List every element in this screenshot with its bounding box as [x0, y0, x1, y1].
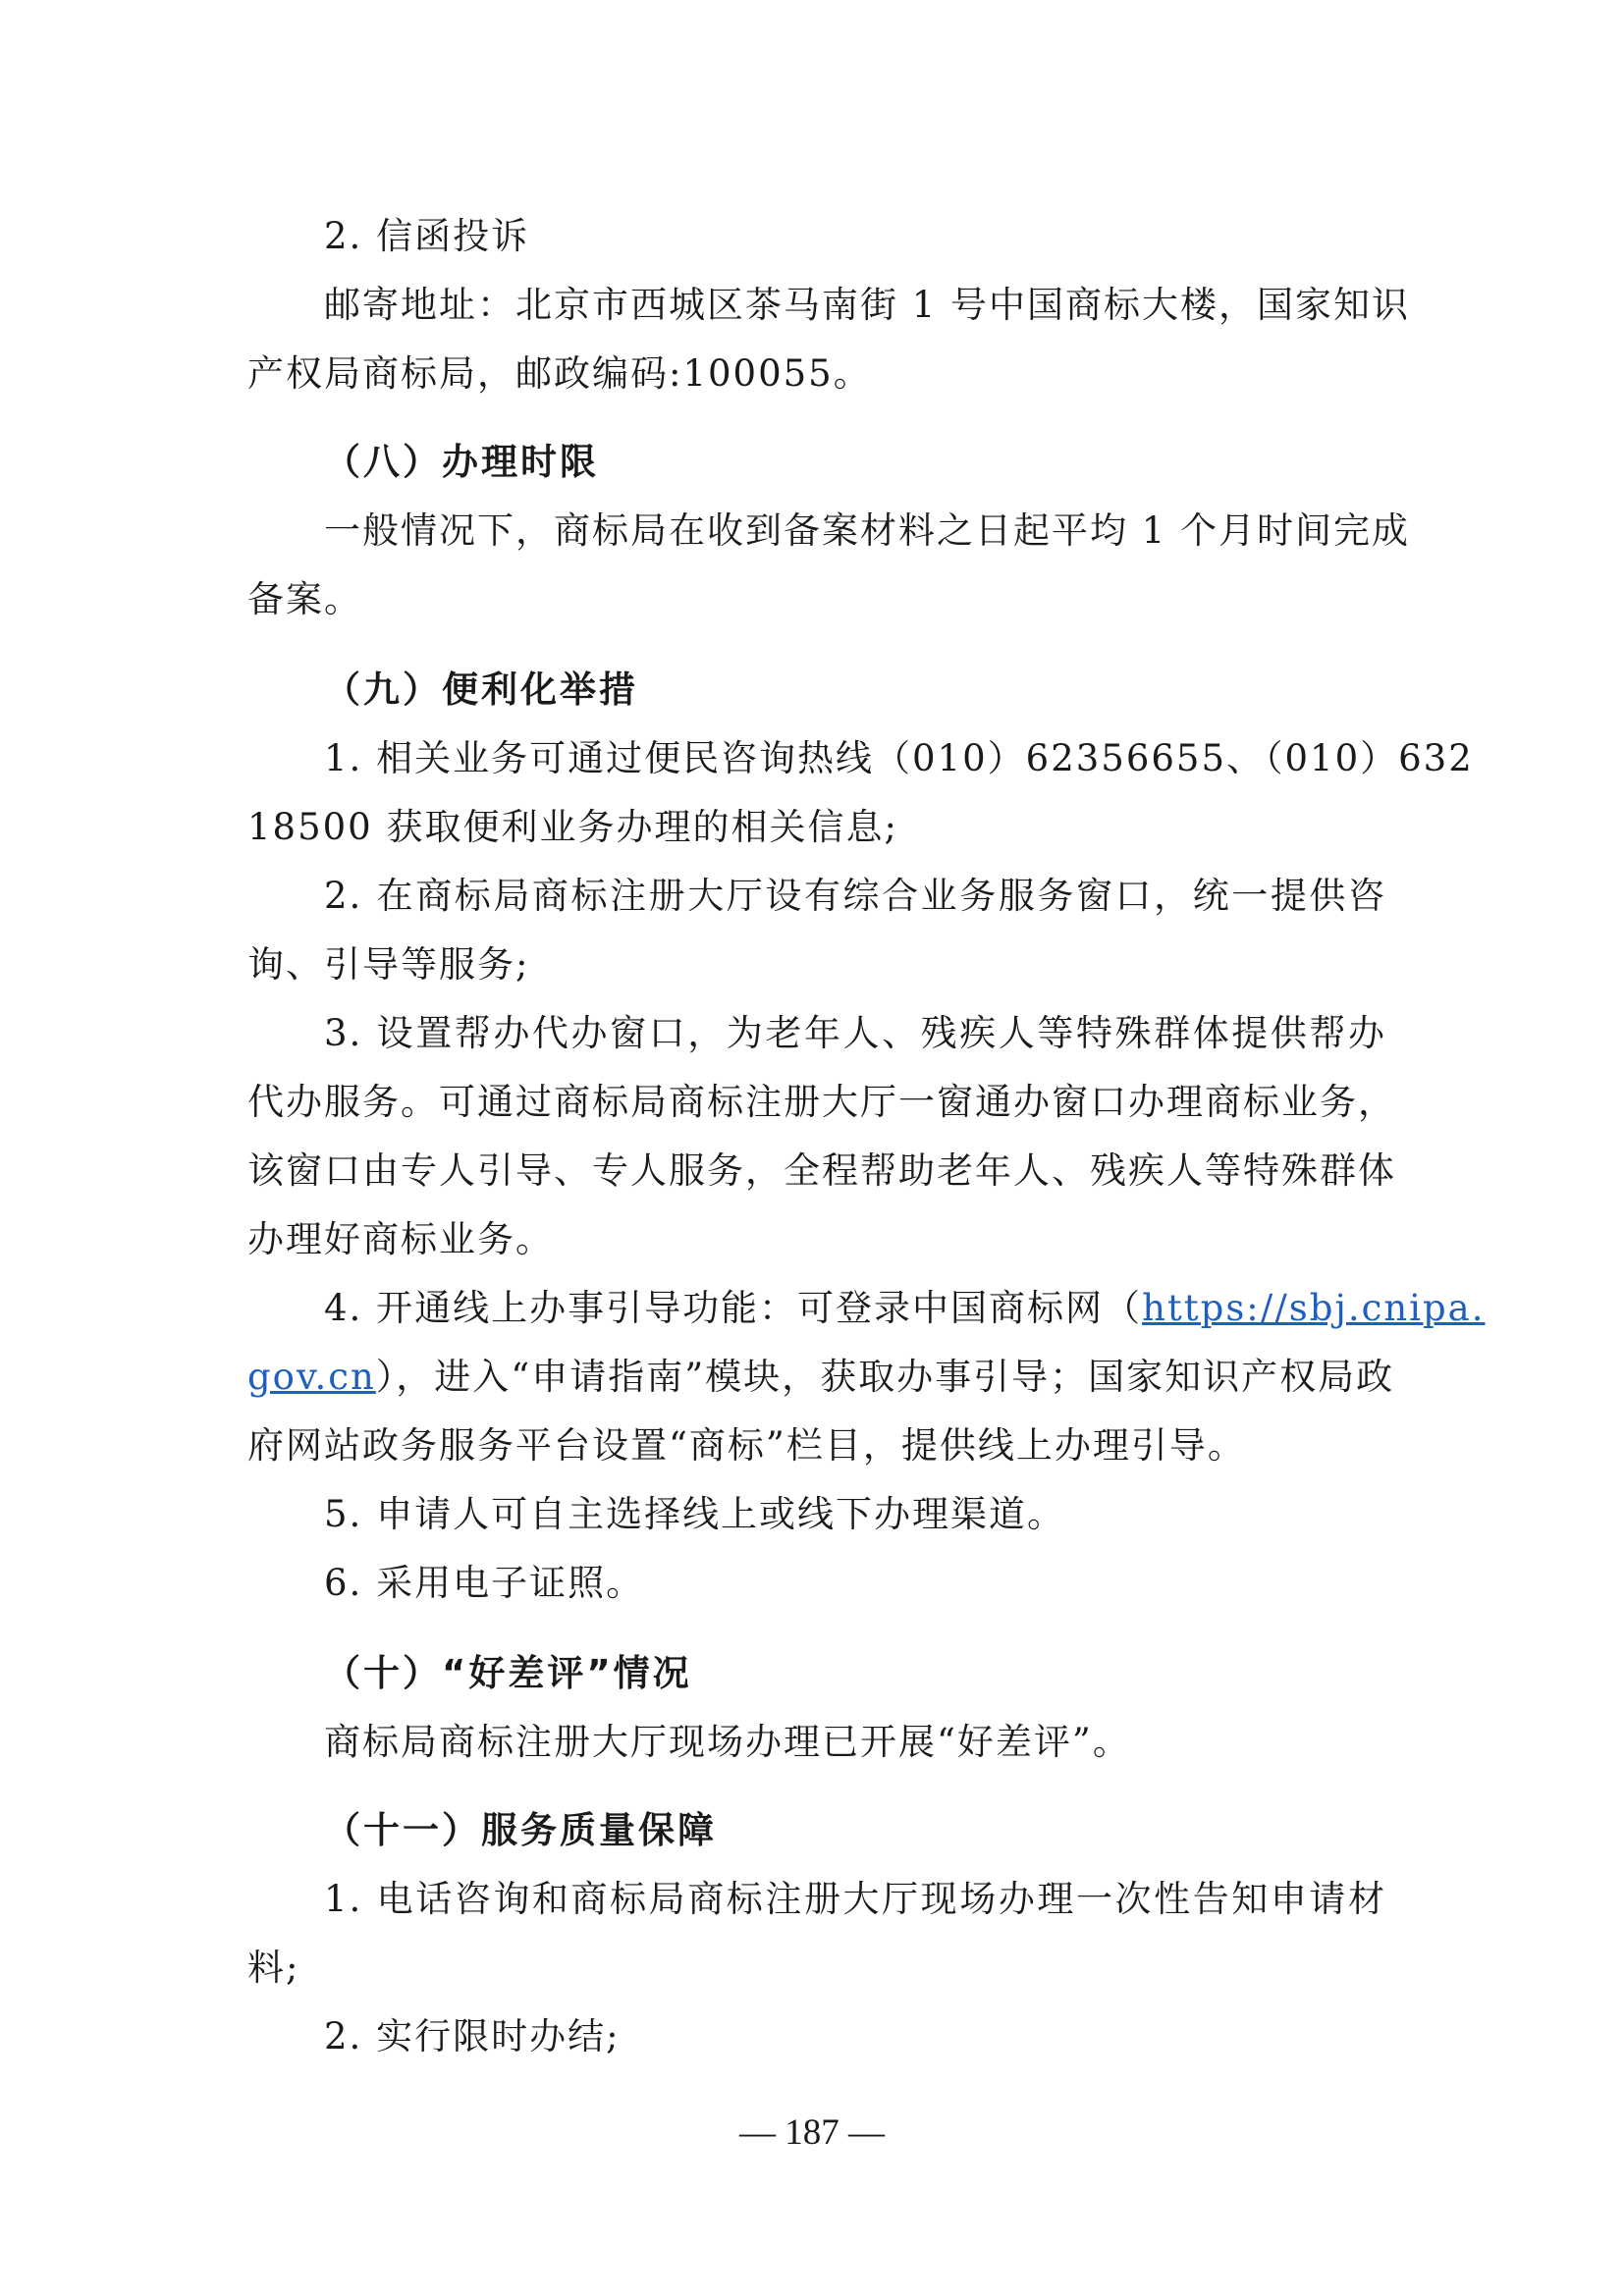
section-9-item5: 5. 申请人可自主选择线上或线下办理渠道。: [324, 1493, 1066, 1535]
complaint-letter-title: 2. 信函投诉: [324, 215, 530, 257]
trademark-site-link-part-1[interactable]: https://sbj.cnipa.: [1142, 1287, 1486, 1329]
section-8-line-2: 备案。: [247, 578, 362, 620]
section-9-item4-prefix: 4. 开通线上办事引导功能：可登录中国商标网（: [324, 1287, 1143, 1329]
section-11-item1-line-2: 料;: [247, 1947, 300, 1989]
section-9-item6: 6. 采用电子证照。: [324, 1562, 645, 1604]
section-9-item2-line-2: 询、引导等服务;: [247, 943, 530, 986]
section-11-item2: 2. 实行限时办结;: [324, 2015, 621, 2057]
section-9-item1-line-1: 1. 相关业务可通过便民咨询热线（010）62356655、（010）632: [324, 737, 1474, 779]
section-9-item3-line-2: 代办服务。可通过商标局商标注册大厅一窗通办窗口办理商标业务，: [247, 1081, 1396, 1123]
section-9-item3-line-3: 该窗口由专人引导、专人服务，全程帮助老年人、残疾人等特殊群体: [247, 1149, 1396, 1192]
section-10-heading: （十）“好差评”情况: [324, 1652, 692, 1694]
section-9-item3-line-4: 办理好商标业务。: [247, 1218, 554, 1260]
trademark-site-link-part-2[interactable]: gov.cn: [247, 1356, 376, 1398]
section-8-line-1: 一般情况下，商标局在收到备案材料之日起平均 1 个月时间完成: [324, 509, 1411, 552]
section-9-item4-suffix: ），进入“申请指南”模块，获取办事引导；国家知识产权局政: [375, 1356, 1395, 1398]
section-9-item2-line-1: 2. 在商标局商标注册大厅设有综合业务服务窗口，统一提供咨: [324, 875, 1386, 917]
section-9-heading: （九）便利化举措: [324, 668, 638, 711]
section-9-item4-line-2: [247, 1355, 1395, 1400]
section-10-line-1: 商标局商标注册大厅现场办理已开展“好差评”。: [324, 1721, 1131, 1763]
section-9-item4-line-1: [324, 1286, 1486, 1331]
section-9-item4-line-3: 府网站政务服务平台设置“商标”栏目，提供线上办理引导。: [247, 1424, 1246, 1467]
section-8-heading: （八）办理时限: [324, 441, 599, 483]
mailing-address-line-2: 产权局商标局，邮政编码:100055。: [247, 352, 872, 395]
section-9-item3-line-1: 3. 设置帮办代办窗口，为老年人、残疾人等特殊群体提供帮办: [324, 1012, 1386, 1054]
section-11-item1-line-1: 1. 电话咨询和商标局商标注册大厅现场办理一次性告知申请材: [324, 1878, 1386, 1920]
section-11-heading: （十一）服务质量保障: [324, 1809, 717, 1851]
section-9-item1-line-2: 18500 获取便利业务办理的相关信息;: [247, 806, 898, 848]
mailing-address-line-1: 邮寄地址：北京市西城区茶马南街 1 号中国商标大楼，国家知识: [324, 284, 1411, 326]
page-number: — 187 —: [739, 2112, 885, 2153]
